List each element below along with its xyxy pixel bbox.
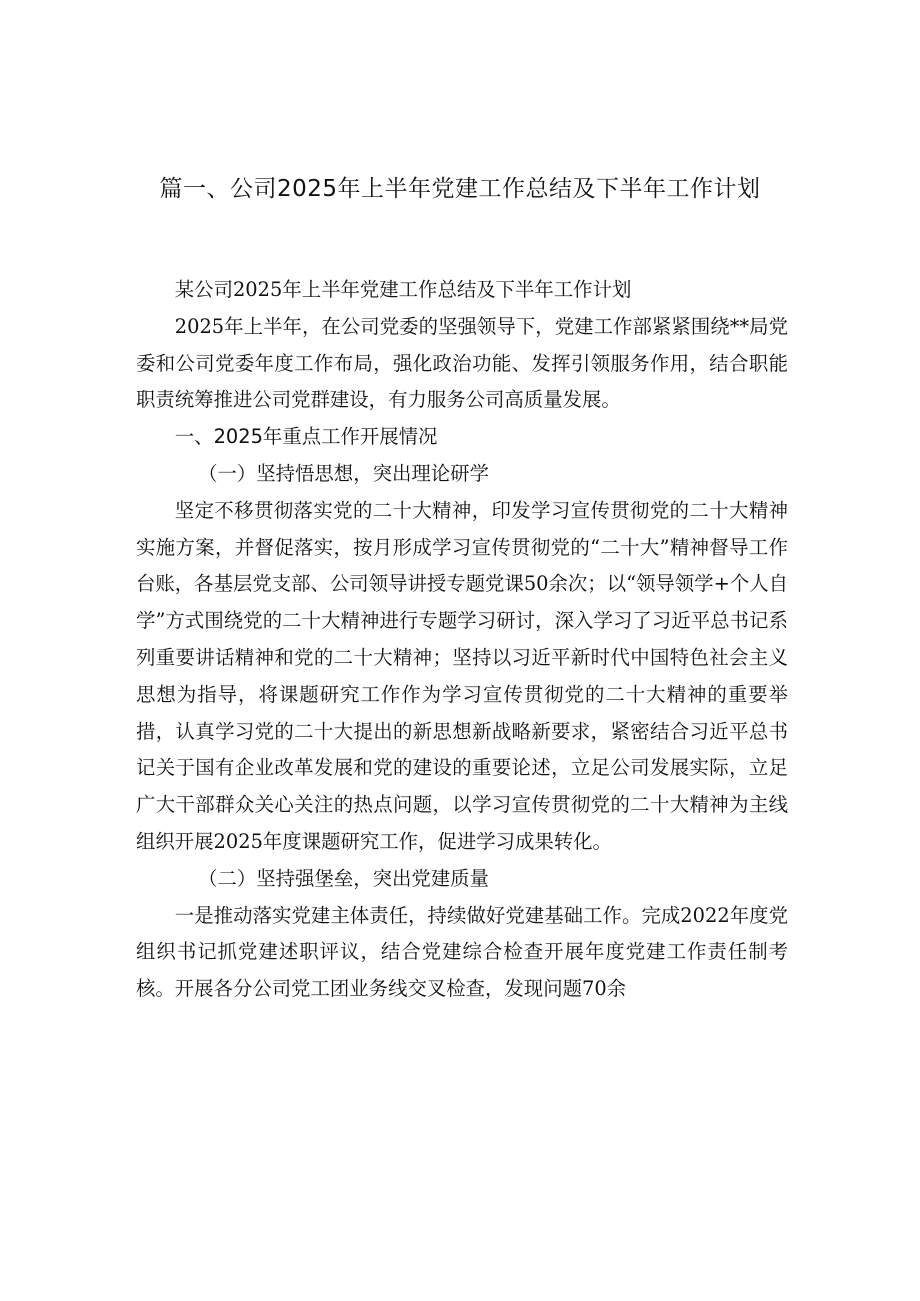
subsection-paragraph-2: 一是推动落实党建主体责任，持续做好党建基础工作。完成2022年度党组织书记抓党建述职评议，结合党建综合检查开展年度党建工作责任制考核。开展各分公司党工团业务线交叉检查，发现问题70余 [136,903,788,1001]
document-title: 篇一、公司2025年上半年党建工作总结及下半年工作计划 [159,176,761,202]
intro-paragraph: 2025年上半年，在公司党委的坚强领导下，党建工作部紧紧围绕**局党委和公司党委年度工作布局，强化政治功能、发挥引领服务作用，结合职能职责统筹推进公司党群建设，有力服务公司高质量发展。 [136,314,788,412]
section-heading-1: 一、2025年重点工作开展情况 [174,425,438,449]
document-subtitle: 某公司2025年上半年党建工作总结及下半年工作计划 [174,278,632,301]
subsection-heading-1: （一）坚持悟思想，突出理论研学 [198,461,489,485]
subsection-heading-2: （二）坚持强堡垒，突出党建质量 [198,866,489,890]
document-body [136,272,788,1008]
subsection-paragraph-1: 坚定不移贯彻落实党的二十大精神，印发学习宣传贯彻党的二十大精神实施方案，并督促落实，按月形成学习宣传贯彻党的“二十大”精神督导工作台账，各基层党支部、公司领导讲授专题党课50余次；以“领导领学+个人自学”方式围绕党的二十大精神进行专题学习研讨，深入学习了习近平总书记系列重要讲话精神和党的二十大精神；坚持以习近平新时代中国特色社会主义思想为指导，将课题研究工作作为学习宣传贯彻党的二十大精神的重要举措，认真学习党的二十大提出的新思想新战略新要求，紧密结合习近平总书记关于国有企业改革发展和党的建设的重要论述，立足公司发展实际，立足广大干部群众关心关注的热点问题，以学习宣传贯彻党的二十大精神为主线组织开展2025年度课题研究工作，促进学习成果转化。 [136,498,788,853]
